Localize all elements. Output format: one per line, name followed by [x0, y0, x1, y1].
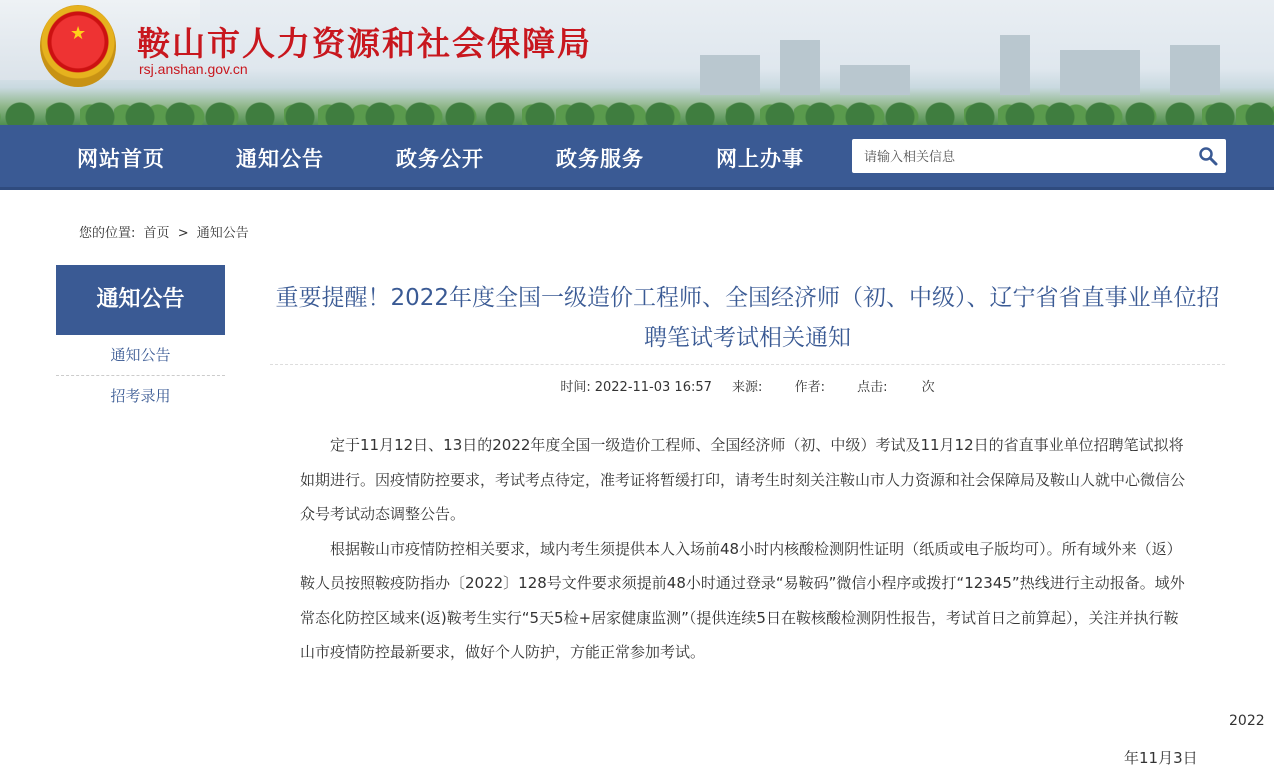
- meta-source-label: 来源:: [732, 380, 763, 395]
- meta-time-value: 2022-11-03 16:57: [594, 380, 712, 395]
- breadcrumb-separator: >: [177, 226, 189, 241]
- nav-item-government-affairs[interactable]: 政务公开: [396, 147, 484, 171]
- breadcrumb: [79, 222, 253, 241]
- nav-item-notices[interactable]: 通知公告: [236, 147, 324, 171]
- title-divider: [270, 364, 1225, 365]
- breadcrumb-home[interactable]: 首页: [143, 226, 170, 241]
- search-input[interactable]: [862, 139, 1186, 175]
- search-box: [852, 139, 1226, 173]
- breadcrumb-label: 您的位置:: [79, 226, 136, 241]
- sidebar-title: 通知公告: [56, 265, 225, 335]
- article-paragraph: 根据鞍山市疫情防控相关要求，域内考生须提供本人入场前48小时内核酸检测阴性证明（纸质或电子版均可）。所有域外来（返）鞍人员按照鞍疫防指办〔2022〕128号文件要求须提前48小时通过登录“易鞍码”微信小程序或拨打“12345”热线进行主动报备。域外常态化防控区域来(返)鞍考生实行“5天5检+居家健康监测”（提供连续5日在鞍核酸检测阴性报告，考试首日之前算起），关注并执行鞍山市疫情防控最新要求，做好个人防护，方能正常参加考试。: [300, 539, 1185, 661]
- banner-building: [1000, 35, 1030, 95]
- meta-author-label: 作者:: [794, 380, 825, 395]
- nav-item-online-services[interactable]: 网上办事: [716, 147, 804, 171]
- site-url: rsj.anshan.gov.cn: [139, 61, 248, 77]
- nav-item-government-services[interactable]: 政务服务: [556, 147, 644, 171]
- meta-clicks-label: 点击:: [857, 380, 888, 395]
- meta-time: [560, 380, 712, 395]
- article-body: [300, 428, 1185, 670]
- meta-time-label: 时间:: [560, 380, 591, 395]
- article-meta: [270, 376, 1225, 395]
- sidebar-item-recruitment[interactable]: 招考录用: [110, 387, 171, 405]
- header-banner: [0, 0, 1274, 125]
- sidebar: [56, 265, 225, 416]
- meta-clicks-suffix: 次: [921, 380, 935, 395]
- star-icon: ★: [70, 23, 87, 44]
- sidebar-item-notices[interactable]: 通知公告: [56, 335, 225, 376]
- national-emblem-icon: [40, 5, 116, 87]
- nav-item-home[interactable]: 网站首页: [77, 147, 165, 171]
- search-icon[interactable]: [1198, 146, 1218, 166]
- sign-year: 2022: [1229, 713, 1265, 729]
- site-title: 鞍山市人力资源和社会保障局: [137, 24, 592, 63]
- article-paragraph: 定于11月12日、13日的2022年度全国一级造价工程师、全国经济师（初、中级）考试及11月12日的省直事业单位招聘笔试拟将如期进行。因疫情防控要求，考试考点待定，准考证将暂缓打印，请考生时刻关注鞍山市人力资源和社会保障局及鞍山人就中心微信公众号考试动态调整公告。: [300, 436, 1186, 523]
- banner-trees: [0, 87, 1274, 125]
- article-title: 重要提醒！2022年度全国一级造价工程师、全国经济师（初、中级）、辽宁省省直事业单位招聘笔试考试相关通知: [275, 285, 1220, 351]
- sign-date: 年11月3日: [1124, 749, 1198, 767]
- main-nav: [0, 125, 1274, 190]
- breadcrumb-current[interactable]: 通知公告: [196, 226, 249, 241]
